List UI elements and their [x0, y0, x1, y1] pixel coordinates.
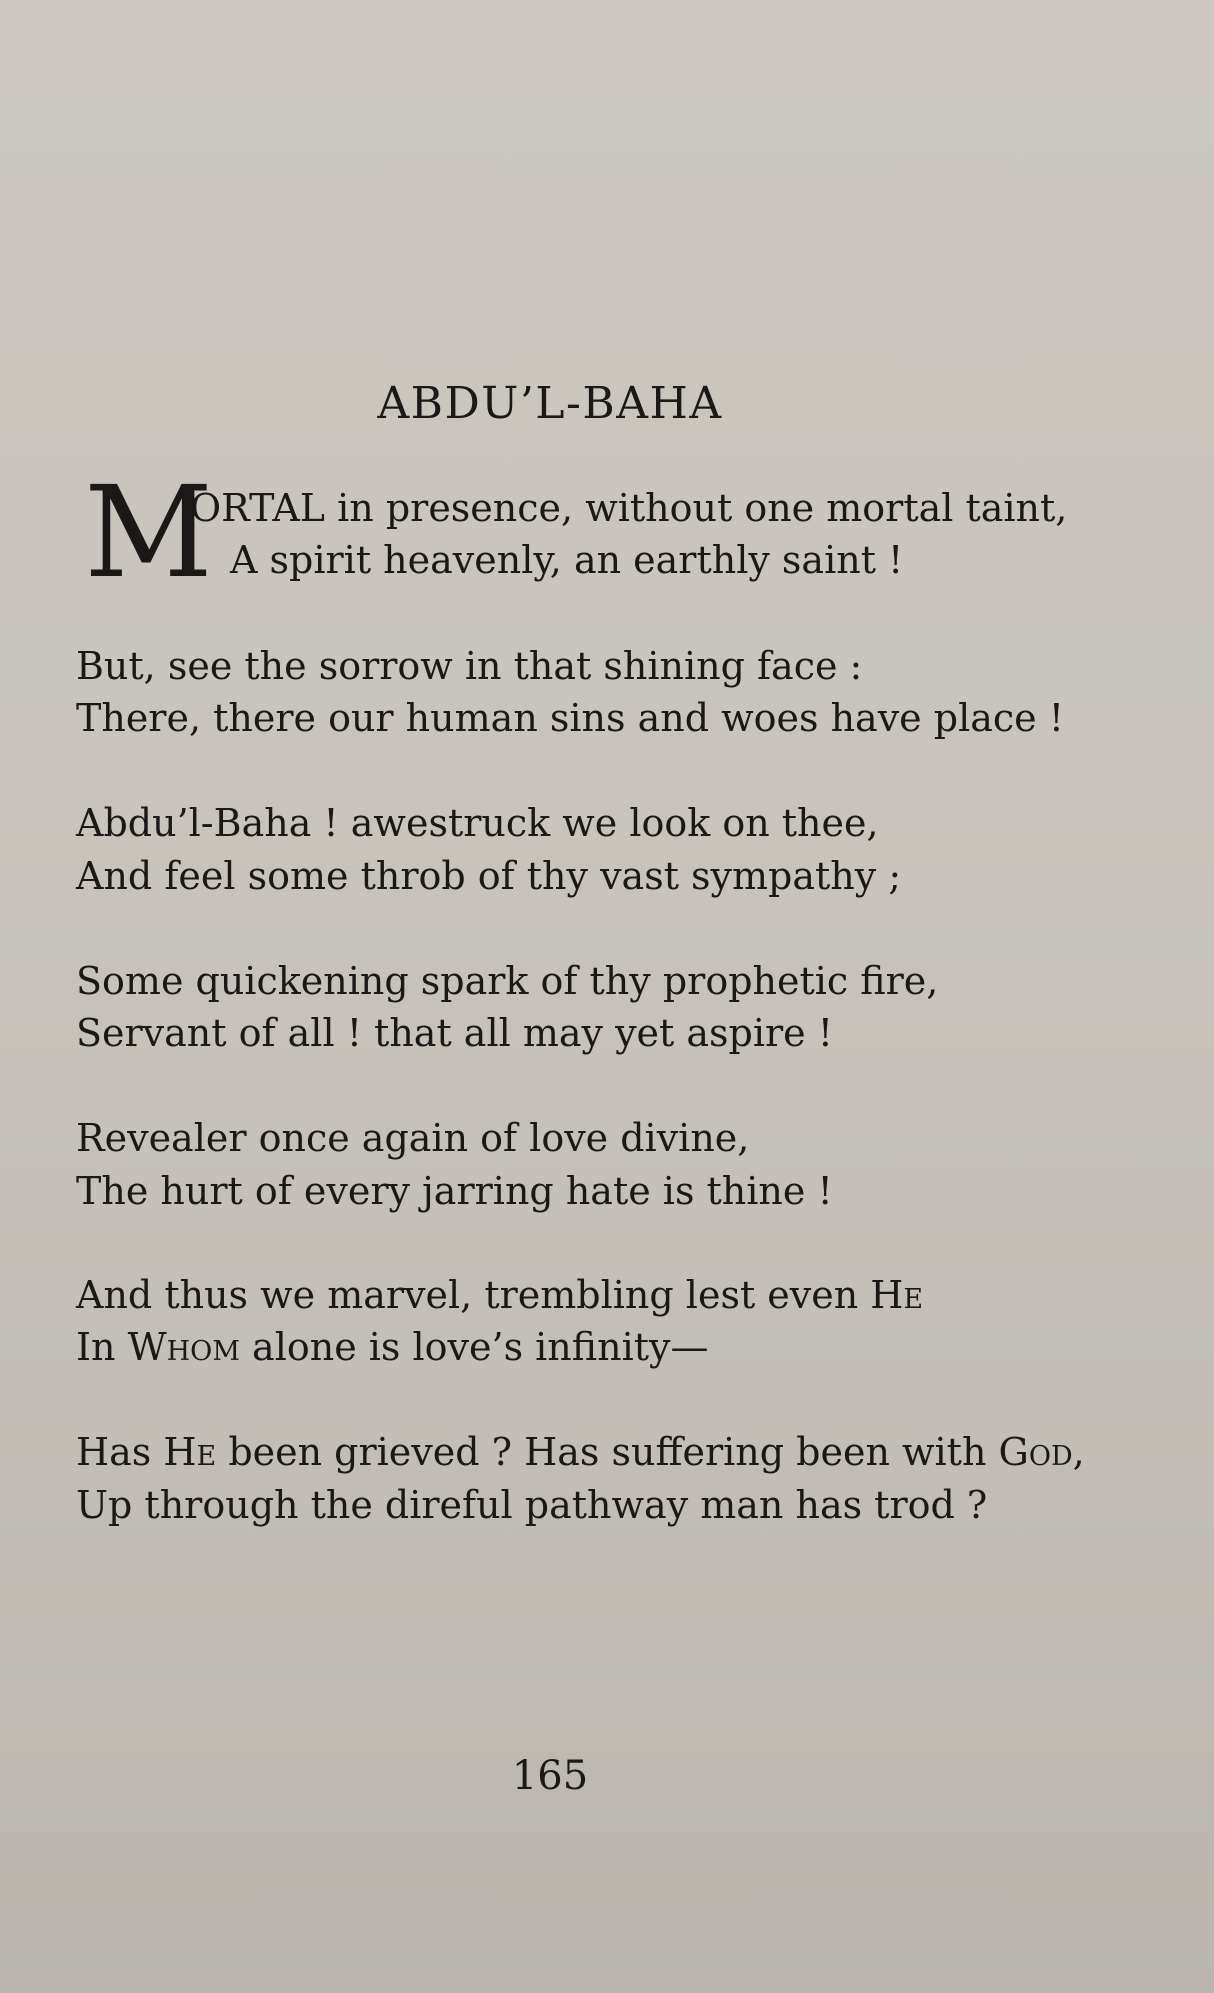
poem-line [76, 1426, 1085, 1478]
poem-line [76, 1321, 709, 1373]
poem-line: Some quickening spark of thy prophetic fire, [76, 959, 939, 1003]
poem-line: ORTAL in presence, without one mortal taint, [190, 486, 1068, 530]
poem-line: Revealer once again of love divine, [76, 1116, 750, 1160]
poem-line: But, see the sorrow in that shining face : [76, 644, 863, 688]
poem-line: And feel some throb of thy vast sympathy ; [76, 854, 902, 898]
poem-line: Abdu’l-Baha ! awestruck we look on thee, [76, 801, 879, 845]
divine-pronoun: He [870, 1273, 924, 1317]
poem-line: A spirit heavenly, an earthly saint ! [230, 538, 904, 582]
page-number: 165 [511, 1753, 589, 1799]
poem-line: Up through the direful pathway man has trod ? [76, 1483, 988, 1527]
poem-line: The hurt of every jarring hate is thine ! [76, 1169, 833, 1213]
poem-line: There, there our human sins and woes have place ! [76, 696, 1064, 740]
divine-pronoun: He [163, 1430, 217, 1474]
divine-pronoun: Whom [127, 1325, 240, 1369]
line-text: Has [76, 1430, 164, 1474]
line-text: In [76, 1325, 128, 1369]
drop-cap: M [84, 459, 214, 606]
divine-name: God [998, 1430, 1073, 1474]
poem-title: ABDU’L-BAHA [377, 378, 723, 429]
line-text: alone is love’s infinity— [239, 1325, 709, 1369]
line-text: , [1072, 1430, 1085, 1474]
poem-line: Servant of all ! that all may yet aspire ! [76, 1011, 834, 1055]
poem-line [76, 1269, 923, 1321]
line-text: been grieved ? Has suffering been with [216, 1430, 999, 1474]
line-text: And thus we marvel, trembling lest even [76, 1273, 871, 1317]
